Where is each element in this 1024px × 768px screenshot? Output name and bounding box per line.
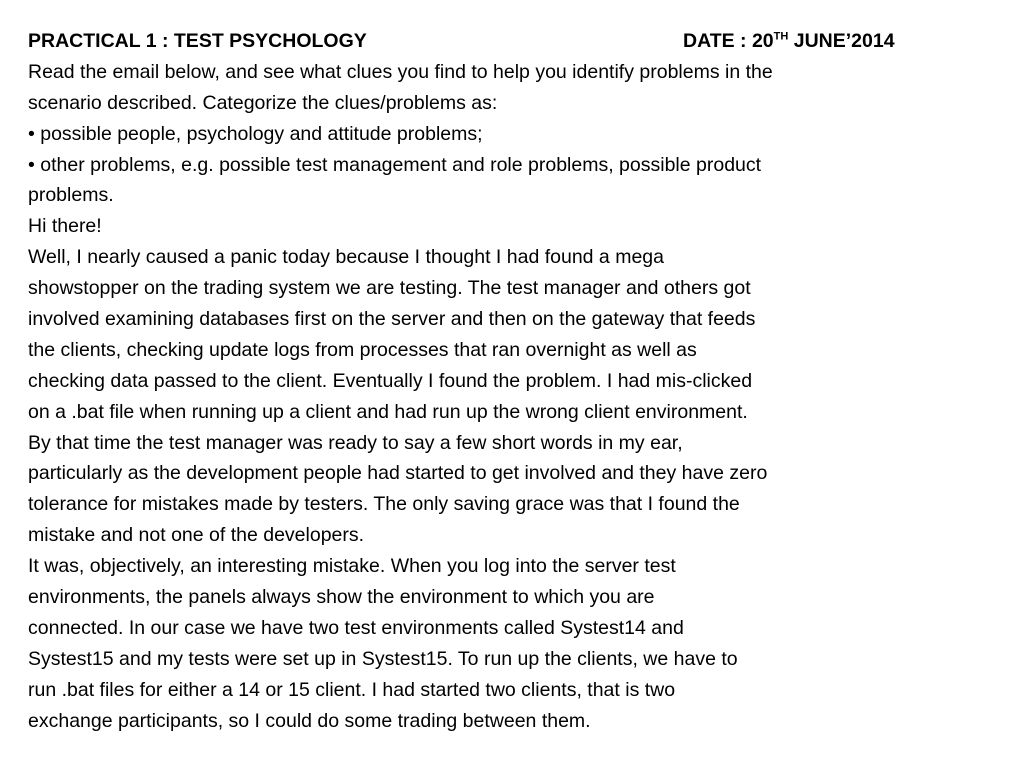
email-body-line: tolerance for mistakes made by testers. The only saving grace was that I found the <box>28 493 740 516</box>
date-superscript: TH <box>773 30 789 43</box>
practical-date <box>683 26 895 57</box>
email-body-line: environments, the panels always show the environment to which you are <box>28 586 655 609</box>
date-suffix: JUNE’2014 <box>788 30 895 52</box>
heading-line <box>28 26 988 57</box>
email-body-line: involved examining databases first on the server and then on the gateway that feeds <box>28 308 756 331</box>
email-body-line: mistake and not one of the developers. <box>28 524 365 547</box>
email-body-line: connected. In our case we have two test environments called Systest14 and <box>28 616 684 639</box>
bullet-other-problems: • other problems, e.g. possible test management and role problems, possible product <box>28 153 762 176</box>
bullet-people-problems: • possible people, psychology and attitude problems; <box>28 122 483 145</box>
date-prefix: DATE : 20 <box>683 30 774 52</box>
email-greeting: Hi there! <box>28 215 102 238</box>
email-body-line: run .bat files for either a 14 or 15 client. I had started two clients, that is two <box>28 678 676 701</box>
bullet-other-problems-cont: problems. <box>28 184 114 207</box>
email-body-line: the clients, checking update logs from processes that ran overnight as well as <box>28 338 697 361</box>
email-body-line: showstopper on the trading system we are testing. The test manager and others got <box>28 277 751 300</box>
slide <box>28 26 988 736</box>
email-body-line: exchange participants, so I could do some trading between them. <box>28 709 591 732</box>
instruction-line: scenario described. Categorize the clues/problems as: <box>28 91 498 114</box>
email-body-line: It was, objectively, an interesting mistake. When you log into the server test <box>28 555 676 578</box>
email-body-line: particularly as the development people had started to get involved and they have zero <box>28 462 768 485</box>
email-body-line: on a .bat file when running up a client and had run up the wrong client environment. <box>28 400 748 423</box>
email-body-line: Systest15 and my tests were set up in Systest15. To run up the clients, we have to <box>28 647 738 670</box>
email-body-line: By that time the test manager was ready to say a few short words in my ear, <box>28 431 683 454</box>
instruction-line: Read the email below, and see what clues you find to help you identify problems in the <box>28 60 773 83</box>
email-body-line: checking data passed to the client. Eventually I found the problem. I had mis-clicked <box>28 369 753 392</box>
email-body-line: Well, I nearly caused a panic today because I thought I had found a mega <box>28 246 664 269</box>
practical-title: PRACTICAL 1 : TEST PSYCHOLOGY <box>28 30 367 52</box>
